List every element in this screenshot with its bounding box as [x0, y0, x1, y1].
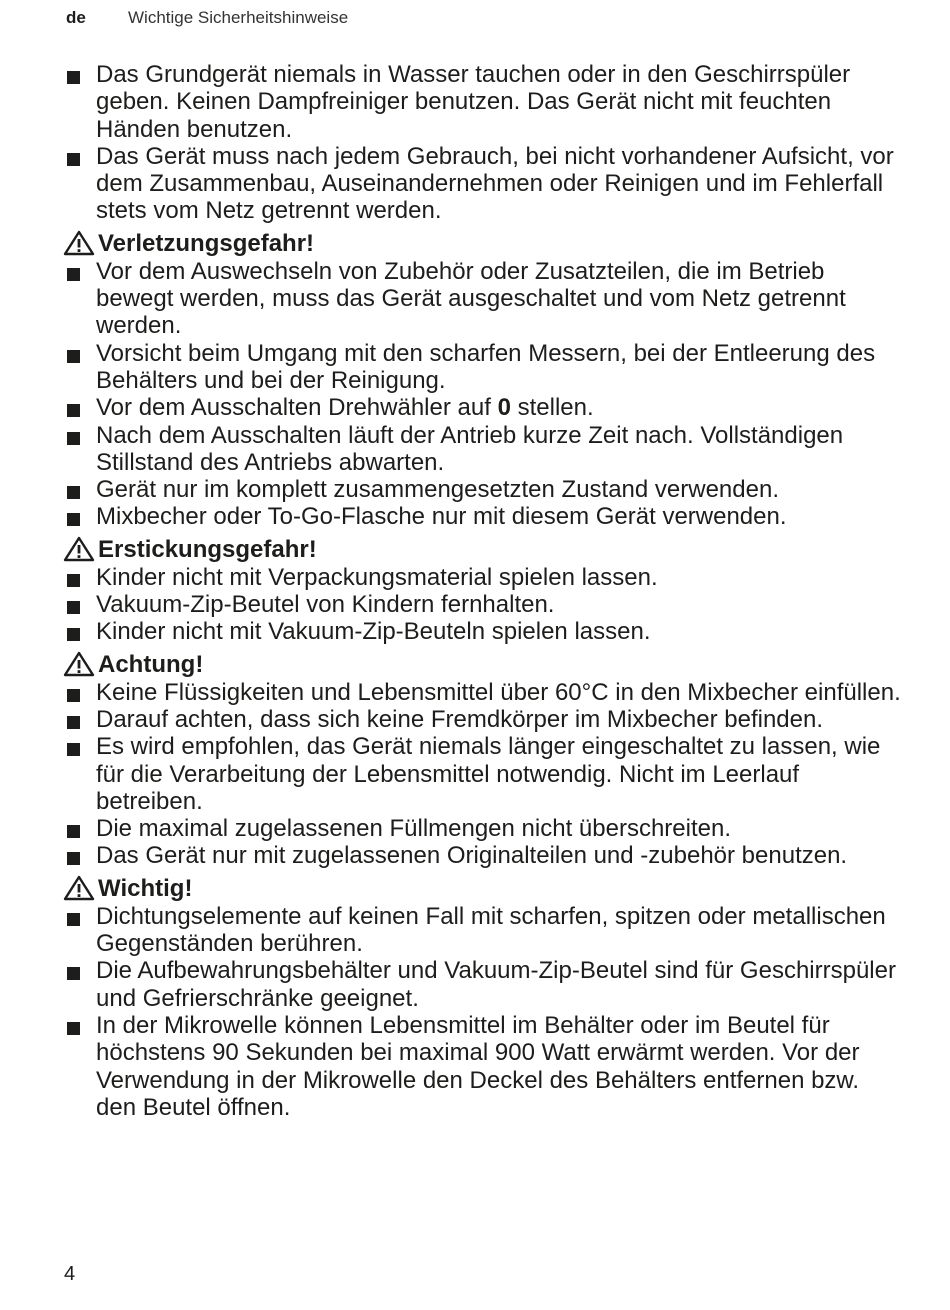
warning-heading-text: Wichtig! [98, 874, 193, 902]
list-item [62, 842, 902, 869]
square-bullet-icon [62, 618, 96, 645]
square-bullet-icon [62, 476, 96, 503]
list-item-text: Mixbecher oder To-Go-Flasche nur mit diesem Gerät verwenden. [96, 503, 787, 531]
square-bullet-icon [62, 815, 96, 842]
square-bullet-icon [62, 503, 96, 530]
list-item [62, 706, 902, 733]
square-bullet-icon [62, 706, 96, 733]
square-bullet-icon [62, 61, 96, 88]
list-item-text: Dichtungselemente auf keinen Fall mit scharfen, spitzen oder metallischen Gegenständen berühren. [96, 902, 886, 958]
list-item-text: Darauf achten, dass sich keine Fremdkörper im Mixbecher befinden. [96, 705, 824, 733]
list-item [62, 903, 902, 958]
list-item [62, 733, 902, 815]
list-item-text: Nach dem Ausschalten läuft der Antrieb kurze Zeit nach. Vollständigen Stillstand des Antriebs abwarten. [96, 421, 844, 476]
warning-heading [62, 536, 902, 563]
language-code: de [66, 8, 86, 27]
bold-value: 0 [497, 394, 511, 422]
list-item [62, 394, 902, 421]
text-part: Vor dem Ausschalten Drehwähler auf [96, 394, 498, 422]
warning-triangle-icon [63, 875, 99, 902]
warning-heading-text: Erstickungsgefahr! [98, 535, 317, 563]
list-item [62, 618, 902, 645]
list-item [62, 1012, 902, 1121]
list-item-text: In der Mikrowelle können Lebensmittel im Behälter oder im Beutel für höchstens 90 Sekunden bei maximal 900 Watt erwärmt werden. Vor der Verwendung in der Mikrowelle den Deckel des Behälters entfernen bzw. den Beutel öffnen. [96, 1011, 860, 1121]
list-item-text: Gerät nur im komplett zusammengesetzten Zustand verwenden. [96, 476, 779, 504]
list-item [62, 61, 902, 143]
list-item [62, 679, 902, 706]
warning-heading [62, 875, 902, 902]
square-bullet-icon [62, 258, 96, 285]
list-item [62, 815, 902, 842]
list-item-text: Vor dem Auswechseln von Zubehör oder Zusatzteilen, die im Betrieb bewegt werden, muss das Gerät ausgeschaltet und vom Netz getrennt werden. [96, 257, 846, 340]
list-item [62, 422, 902, 477]
list-item [62, 503, 902, 530]
header-title: Wichtige Sicherheitshinweise [128, 8, 349, 27]
list-item-text: Das Gerät nur mit zugelassenen Originalteilen und -zubehör benutzen. [96, 842, 848, 870]
page-header [66, 7, 348, 29]
list-item [62, 340, 902, 395]
list-item-text: Kinder nicht mit Vakuum-Zip-Beuteln spielen lassen. [96, 618, 651, 646]
square-bullet-icon [62, 679, 96, 706]
warning-heading [62, 651, 902, 678]
list-item-text: Vakuum-Zip-Beutel von Kindern fernhalten. [96, 591, 555, 619]
warning-triangle-icon [63, 651, 99, 678]
list-item-text: Die maximal zugelassenen Füllmengen nicht überschreiten. [96, 815, 731, 843]
square-bullet-icon [62, 564, 96, 591]
square-bullet-icon [62, 143, 96, 170]
list-item-text [96, 394, 902, 421]
warning-triangle-icon [63, 230, 99, 257]
square-bullet-icon [62, 1012, 96, 1039]
square-bullet-icon [62, 394, 96, 421]
square-bullet-icon [62, 733, 96, 760]
list-item [62, 258, 902, 340]
warning-heading-text: Verletzungsgefahr! [98, 229, 315, 257]
warning-triangle-icon [63, 536, 99, 563]
square-bullet-icon [62, 842, 96, 869]
square-bullet-icon [62, 340, 96, 367]
list-item-text: Vorsicht beim Umgang mit den scharfen Messern, bei der Entleerung des Behälters und bei der Reinigung. [96, 339, 876, 394]
square-bullet-icon [62, 957, 96, 984]
safety-instructions [62, 61, 902, 1121]
square-bullet-icon [62, 903, 96, 930]
list-item-text: Das Gerät muss nach jedem Gebrauch, bei nicht vorhandener Aufsicht, vor dem Zusammenbau, Auseinandernehmen oder Reinigen und im Fehlerfall stets vom Netz getrennt werden. [96, 142, 894, 225]
list-item-text: Es wird empfohlen, das Gerät niemals länger eingeschaltet zu lassen, wie für die Verarbeitung der Lebensmittel notwendig. Nicht im Leerlauf betreiben. [96, 733, 881, 815]
list-item [62, 591, 902, 618]
text-part: stellen. [510, 394, 594, 422]
list-item [62, 564, 902, 591]
list-item [62, 476, 902, 503]
square-bullet-icon [62, 422, 96, 449]
list-item-text: Kinder nicht mit Verpackungsmaterial spielen lassen. [96, 563, 658, 591]
list-item-text: Keine Flüssigkeiten und Lebensmittel über 60°C in den Mixbecher einfüllen. [96, 678, 901, 706]
square-bullet-icon [62, 591, 96, 618]
list-item [62, 957, 902, 1012]
list-item [62, 143, 902, 225]
page-number: 4 [64, 1263, 76, 1285]
warning-heading [62, 230, 902, 257]
warning-heading-text: Achtung! [98, 650, 204, 678]
list-item-text: Das Grundgerät niemals in Wasser tauchen oder in den Geschirrspüler geben. Keinen Dampfreiniger benutzen. Das Gerät nicht mit feuchten Händen benutzen. [96, 61, 851, 143]
list-item-text: Die Aufbewahrungsbehälter und Vakuum-Zip-Beutel sind für Geschirrspüler und Gefrierschränke geeignet. [96, 957, 896, 1012]
